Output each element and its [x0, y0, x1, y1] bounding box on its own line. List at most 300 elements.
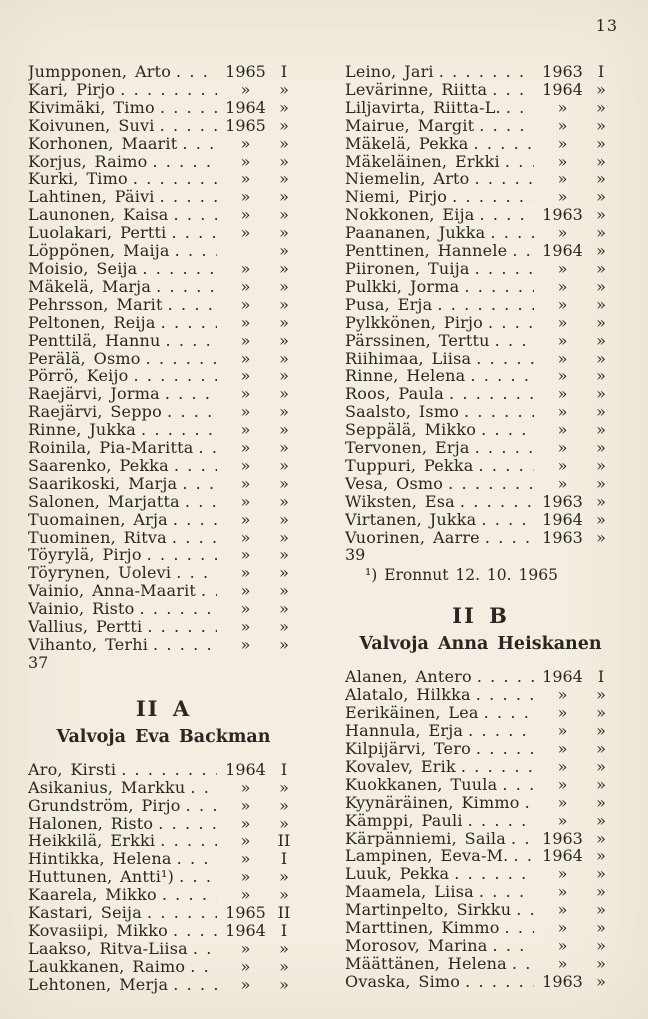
- entry-year: »: [557, 258, 568, 278]
- entry-year: 1963: [542, 971, 583, 991]
- class-mark: »: [596, 918, 606, 938]
- student-row: [28, 81, 299, 99]
- student-row: [28, 421, 299, 439]
- student-name: Hannula, Erja: [345, 722, 464, 741]
- dot-leader: [166, 332, 217, 350]
- class-mark: »: [596, 792, 606, 812]
- student-name: Lehtonen, Merja: [28, 975, 169, 994]
- student-name: Tuominen, Ritva: [28, 528, 167, 547]
- dot-leader: [475, 260, 534, 278]
- student-name: Saarikoski, Marja: [28, 474, 178, 493]
- dot-leader: [484, 704, 534, 722]
- class-mark: »: [279, 599, 289, 619]
- student-row: [28, 224, 299, 242]
- class-mark: »: [279, 635, 289, 654]
- entry-year: »: [240, 258, 251, 278]
- class-mark: »: [279, 974, 289, 994]
- dot-leader: [478, 457, 534, 475]
- dot-leader: [485, 529, 534, 547]
- dot-leader: [505, 153, 534, 171]
- entry-year: »: [240, 938, 251, 958]
- student-name: Roinila, Pia-Maritta: [28, 439, 194, 457]
- student-name: Lampinen, Eeva-M.: [345, 847, 509, 866]
- entry-year: »: [557, 756, 568, 776]
- entry-year: »: [240, 294, 251, 314]
- student-row: [345, 439, 616, 457]
- dot-leader: [140, 600, 217, 618]
- dot-leader: [439, 63, 534, 81]
- entry-year: »: [557, 294, 568, 314]
- class-mark: »: [596, 133, 606, 153]
- student-name: Salonen, Marjatta: [28, 492, 180, 511]
- class-mark: »: [279, 258, 289, 278]
- dot-leader: [193, 940, 217, 958]
- dot-leader: [179, 868, 217, 886]
- student-name: Eerikäinen, Lea: [345, 704, 479, 723]
- dot-leader: [182, 135, 217, 153]
- student-name: Kuokkanen, Tuula: [345, 775, 498, 794]
- entry-year: »: [557, 935, 568, 955]
- dot-leader: [141, 421, 217, 439]
- class-mark: »: [279, 169, 289, 189]
- class-mark: »: [279, 795, 289, 815]
- student-name: Kivimäki, Timo: [28, 98, 155, 117]
- student-name: Laakso, Ritva-Liisa: [28, 939, 188, 958]
- class-mark: »: [279, 527, 289, 547]
- student-name: Aro, Kirsti: [28, 760, 117, 779]
- student-row: [28, 367, 299, 385]
- class-mark: I: [597, 62, 605, 81]
- entry-year: 1965: [225, 115, 266, 135]
- student-name: Penttilä, Hannu: [28, 331, 161, 350]
- class-mark: »: [279, 777, 289, 797]
- student-row: [345, 63, 616, 81]
- entry-year: »: [557, 685, 568, 705]
- class-mark: »: [279, 885, 289, 905]
- entry-year: »: [557, 721, 568, 741]
- class-mark: »: [279, 205, 289, 225]
- entry-year: »: [240, 599, 251, 619]
- entry-year: »: [557, 473, 568, 493]
- student-row: [345, 865, 616, 883]
- entry-year: 1964: [542, 846, 583, 866]
- entry-year: 1963: [542, 828, 583, 848]
- dot-leader: [160, 188, 217, 206]
- student-row: [28, 618, 299, 636]
- section-supervisor-iib: Valvoja Anna Heiskanen: [359, 634, 602, 655]
- section-title-iia: II A: [135, 695, 192, 721]
- class-mark: »: [279, 402, 289, 422]
- class-mark: »: [279, 938, 289, 958]
- student-name: Alanen, Antero: [345, 668, 472, 687]
- entry-year: 1964: [542, 509, 583, 529]
- student-row: [28, 582, 299, 600]
- student-row: [345, 529, 616, 547]
- dot-leader: [185, 493, 217, 511]
- student-row: [345, 421, 616, 439]
- student-row: [345, 847, 616, 865]
- dot-leader: [168, 296, 217, 314]
- student-row: [28, 99, 299, 117]
- student-name: Vuorinen, Aarre: [345, 528, 480, 547]
- student-row: [345, 314, 616, 332]
- dot-leader: [190, 958, 217, 976]
- class-mark: »: [279, 330, 289, 350]
- section-title-iib: II B: [452, 603, 509, 629]
- class-mark: II: [277, 831, 291, 851]
- student-row: [345, 722, 616, 740]
- class-mark: »: [279, 97, 289, 117]
- student-row: [28, 278, 299, 296]
- student-name: Kilpijärvi, Tero: [345, 740, 471, 758]
- student-list-continued-left: [28, 63, 299, 654]
- class-mark: »: [596, 384, 606, 404]
- dot-leader: [121, 761, 217, 779]
- dot-leader: [473, 135, 534, 153]
- entry-year: »: [240, 384, 251, 404]
- entry-year: 1963: [542, 491, 583, 511]
- entry-year: 1964: [225, 920, 266, 940]
- student-name: Piironen, Tuija: [345, 259, 470, 278]
- student-row: [28, 761, 299, 779]
- student-name: Korjus, Raimo: [28, 152, 148, 171]
- student-name: Perälä, Osmo: [28, 349, 141, 368]
- student-row: [345, 385, 616, 403]
- class-mark: »: [279, 187, 289, 207]
- student-name: Tuomainen, Arja: [28, 510, 168, 529]
- dot-leader: [452, 188, 534, 206]
- entry-year: »: [240, 473, 251, 493]
- class-mark: »: [596, 97, 606, 117]
- entry-year: »: [240, 133, 251, 153]
- student-name: Leino, Jari: [345, 63, 434, 81]
- student-name: Vainio, Risto: [28, 600, 135, 619]
- entry-year: »: [240, 974, 251, 994]
- entry-year: 1963: [542, 527, 583, 547]
- class-mark: »: [279, 133, 289, 153]
- class-mark: »: [596, 366, 606, 386]
- dot-leader: [160, 832, 217, 850]
- entry-year: »: [240, 348, 251, 368]
- class-mark: »: [279, 438, 289, 458]
- class-mark: »: [596, 828, 606, 848]
- class-mark: »: [596, 151, 606, 171]
- class-mark: »: [596, 953, 606, 973]
- dot-leader: [201, 582, 217, 600]
- class-mark: »: [596, 420, 606, 440]
- student-name: Vesa, Osmo: [345, 474, 444, 493]
- entry-year: »: [240, 545, 251, 565]
- student-name: Tervonen, Erja: [345, 439, 470, 457]
- class-mark: »: [596, 473, 606, 493]
- student-name: Ovaska, Simo: [345, 972, 461, 991]
- entry-year: »: [240, 366, 251, 386]
- class-mark: »: [596, 258, 606, 278]
- dot-leader: [490, 224, 534, 242]
- entry-year: »: [557, 169, 568, 189]
- student-name: Niemi, Pirjo: [345, 188, 448, 207]
- student-row: [345, 332, 616, 350]
- class-mark: »: [596, 402, 606, 422]
- class-mark: »: [596, 774, 606, 794]
- dot-leader: [190, 779, 217, 797]
- student-name: Mairue, Margit: [345, 116, 475, 135]
- class-mark: »: [596, 115, 606, 135]
- dot-leader: [465, 973, 534, 991]
- student-name: Pulkki, Jorma: [345, 277, 460, 296]
- student-row: [28, 242, 299, 260]
- class-mark: »: [279, 79, 289, 99]
- class-mark: »: [279, 348, 289, 368]
- student-row: [345, 919, 616, 937]
- student-name: Nokkonen, Eija: [345, 206, 475, 225]
- entry-year: 1964: [542, 241, 583, 261]
- two-column-layout: [28, 63, 620, 994]
- student-row: [28, 439, 299, 457]
- student-row: [28, 403, 299, 421]
- page-number: 13: [595, 16, 618, 35]
- class-mark: »: [596, 223, 606, 243]
- student-row: [28, 332, 299, 350]
- student-name: Riihimaa, Liisa: [345, 349, 472, 368]
- student-row: [28, 314, 299, 332]
- class-mark: »: [596, 739, 606, 758]
- entry-year: »: [240, 151, 251, 171]
- entry-year: »: [240, 867, 251, 887]
- entry-year: »: [240, 223, 251, 243]
- student-name: Levärinne, Riitta: [345, 80, 488, 99]
- entry-year: »: [557, 348, 568, 368]
- student-row: [28, 600, 299, 618]
- dot-leader: [479, 883, 534, 901]
- class-mark: »: [279, 276, 289, 296]
- student-name: Koivunen, Suvi: [28, 116, 155, 135]
- entry-year: »: [240, 885, 251, 905]
- student-name: Hintikka, Helena: [28, 850, 172, 869]
- class-mark: »: [279, 563, 289, 583]
- class-mark: »: [596, 294, 606, 314]
- student-row: [345, 740, 616, 758]
- class-mark: »: [596, 491, 606, 511]
- class-mark: »: [596, 187, 606, 207]
- class-mark: »: [596, 438, 606, 458]
- student-row: [28, 493, 299, 511]
- student-row: [345, 668, 616, 686]
- entry-year: 1964: [225, 97, 266, 117]
- student-name: Vainio, Anna-Maarit: [28, 582, 197, 601]
- dot-leader: [182, 475, 217, 493]
- class-mark: »: [279, 491, 289, 511]
- dot-leader: [513, 847, 534, 865]
- entry-year: »: [557, 384, 568, 404]
- entry-year: »: [557, 115, 568, 135]
- dot-leader: [475, 170, 534, 188]
- dot-leader: [476, 740, 534, 758]
- entry-year: »: [557, 366, 568, 386]
- student-row: [345, 511, 616, 529]
- dot-leader: [437, 296, 534, 314]
- student-name: Martinpelto, Sirkku: [345, 901, 512, 920]
- student-row: [345, 278, 616, 296]
- dot-leader: [173, 922, 217, 940]
- dot-leader: [481, 421, 534, 439]
- student-row: [345, 883, 616, 901]
- entry-year: »: [557, 792, 568, 812]
- student-row: [28, 546, 299, 564]
- student-name: Kaarela, Mikko: [28, 886, 157, 905]
- student-row: [345, 170, 616, 188]
- student-name: Pärssinen, Terttu: [345, 331, 490, 350]
- dot-leader: [511, 830, 534, 848]
- entry-year: »: [240, 330, 251, 350]
- student-row: [28, 153, 299, 171]
- entry-year: »: [557, 882, 568, 902]
- dot-leader: [147, 904, 217, 922]
- class-mark: »: [279, 581, 289, 601]
- dot-leader: [174, 457, 217, 475]
- dot-leader: [505, 919, 534, 937]
- student-row: [28, 958, 299, 976]
- student-name: Vallius, Pertti: [28, 618, 143, 637]
- dot-leader: [492, 937, 534, 955]
- class-mark: I: [280, 62, 288, 81]
- entry-year: 1965: [225, 903, 266, 923]
- dot-leader: [120, 81, 217, 99]
- class-mark: »: [279, 509, 289, 529]
- student-name: Töyrylä, Pirjo: [28, 546, 142, 565]
- class-mark: I: [280, 920, 288, 940]
- entry-year: 1964: [542, 79, 583, 99]
- footnote: ¹) Eronnut 12. 10. 1965: [365, 566, 558, 585]
- dot-leader: [172, 529, 217, 547]
- student-name: Kyynäräinen, Kimmo: [345, 793, 520, 812]
- student-count: 37: [28, 652, 49, 672]
- entry-year: »: [557, 438, 568, 458]
- dot-leader: [512, 242, 534, 260]
- dot-leader: [167, 403, 217, 421]
- student-row: [345, 367, 616, 385]
- student-name: Pörrö, Keijo: [28, 367, 129, 386]
- student-row: [345, 955, 616, 973]
- entry-year: »: [240, 455, 251, 475]
- class-mark: »: [279, 867, 289, 887]
- student-row: [28, 188, 299, 206]
- entry-year: »: [557, 330, 568, 350]
- student-row: [345, 493, 616, 511]
- entry-year: »: [240, 831, 251, 851]
- dot-leader: [525, 794, 534, 812]
- class-mark: »: [596, 685, 606, 705]
- class-mark: »: [596, 241, 606, 261]
- entry-year: »: [557, 223, 568, 243]
- dot-leader: [177, 850, 217, 868]
- student-row: [28, 260, 299, 278]
- student-row: [345, 937, 616, 955]
- class-mark: »: [596, 348, 606, 368]
- dot-leader: [480, 206, 534, 224]
- dot-leader: [176, 63, 217, 81]
- class-mark: »: [596, 810, 606, 830]
- class-mark: »: [596, 846, 606, 866]
- class-mark: »: [596, 882, 606, 902]
- entry-year: »: [240, 956, 251, 976]
- dot-leader: [476, 350, 534, 368]
- dot-leader: [470, 367, 534, 385]
- class-mark: »: [596, 900, 606, 920]
- student-count: 39: [345, 545, 366, 565]
- student-name: Mäkelä, Pekka: [345, 134, 469, 153]
- class-mark: »: [279, 420, 289, 440]
- dot-leader: [176, 564, 217, 582]
- student-row: [28, 940, 299, 958]
- student-name: Morosov, Marina: [345, 936, 488, 955]
- student-row: [345, 153, 616, 171]
- student-row: [345, 224, 616, 242]
- student-name: Kovalev, Erik: [345, 757, 456, 776]
- dot-leader: [186, 797, 217, 815]
- student-name: Löppönen, Maija: [28, 242, 170, 260]
- entry-year: »: [240, 420, 251, 440]
- entry-year: »: [240, 635, 251, 654]
- class-mark: »: [596, 312, 606, 332]
- student-name: Moisio, Seija: [28, 259, 138, 278]
- dot-leader: [477, 668, 534, 686]
- entry-year: 1963: [542, 62, 583, 81]
- dot-leader: [468, 812, 534, 830]
- student-list-iia: [28, 761, 299, 994]
- student-name: Kärpänniemi, Saila: [345, 829, 506, 848]
- student-name: Niemelin, Arto: [345, 170, 470, 189]
- entry-year: »: [240, 438, 251, 458]
- dot-leader: [476, 686, 534, 704]
- entry-year: »: [240, 79, 251, 99]
- entry-year: »: [557, 703, 568, 723]
- entry-year: »: [557, 774, 568, 794]
- student-row: [28, 886, 299, 904]
- dot-leader: [492, 81, 534, 99]
- entry-year: »: [557, 420, 568, 440]
- student-row: [345, 794, 616, 812]
- class-mark: »: [596, 509, 606, 529]
- student-name: Pehrsson, Marit: [28, 295, 163, 314]
- dot-leader: [516, 901, 534, 919]
- student-name: Heikkilä, Erkki: [28, 832, 156, 851]
- left-column: [28, 63, 299, 994]
- class-mark: »: [596, 864, 606, 884]
- dot-leader: [460, 493, 534, 511]
- student-name: Mäkeläinen, Erkki: [345, 152, 500, 171]
- student-name: Kurki, Timo: [28, 170, 128, 189]
- class-mark: »: [596, 721, 606, 741]
- entry-year: »: [240, 795, 251, 815]
- student-name: Penttinen, Hannele: [345, 242, 508, 260]
- entry-year: »: [240, 491, 251, 511]
- class-mark: »: [596, 455, 606, 475]
- class-mark: »: [279, 813, 289, 833]
- student-name: Paananen, Jukka: [345, 224, 486, 243]
- class-mark: »: [596, 205, 606, 225]
- class-mark: »: [596, 169, 606, 189]
- entry-year: »: [557, 151, 568, 171]
- class-mark: »: [596, 756, 606, 776]
- entry-year: »: [240, 849, 251, 869]
- entry-year: »: [557, 276, 568, 296]
- dot-leader: [512, 955, 534, 973]
- student-name: Rinne, Helena: [345, 367, 466, 386]
- student-row: [28, 815, 299, 833]
- student-row: [28, 922, 299, 940]
- entry-year: »: [240, 276, 251, 296]
